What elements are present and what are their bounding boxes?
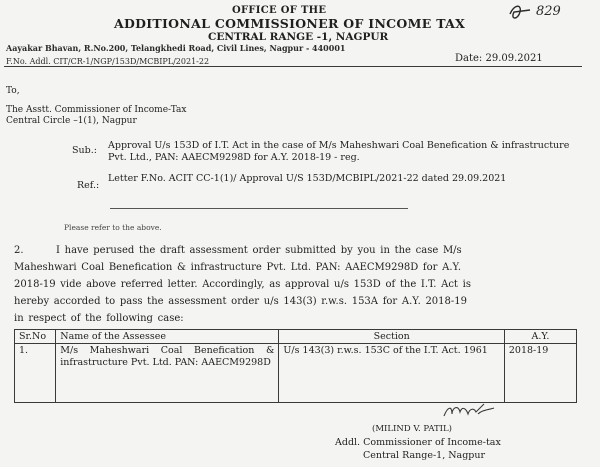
header-divider: [4, 66, 582, 67]
handwritten-signature: [440, 398, 500, 422]
cell-section: U/s 143(3) r.w.s. 153C of the I.T. Act. 1961: [279, 344, 504, 403]
subject-text: Approval U/s 153D of I.T. Act in the case of M/s Maheshwari Coal Benefication & infrastructure Pvt. Ltd., PAN: AAECM9298D for A.Y. 2018-19 - reg.: [108, 140, 570, 163]
header-section: Section: [279, 330, 504, 344]
recipient-line-2: Central Circle –1(1), Nagpur: [6, 116, 137, 126]
cell-assessee-name: M/s Maheshwari Coal Benefication & infrastructure Pvt. Ltd. PAN: AAECM9298D: [56, 344, 279, 403]
handwritten-number: 829: [536, 4, 561, 19]
recipient-line-1: The Asstt. Commissioner of Income-Tax: [6, 105, 187, 115]
header-assessee-name: Name of the Assessee: [56, 330, 279, 344]
office-title: ADDITIONAL COMMISSIONER OF INCOME TAX: [114, 16, 466, 31]
assessee-table: [14, 329, 577, 403]
signatory-name: (MILIND V. PATIL): [372, 424, 452, 434]
letter-date: Date: 29.09.2021: [455, 53, 543, 64]
cell-ay: 2018-19: [504, 344, 576, 403]
header-ay: A.Y.: [504, 330, 576, 344]
please-refer-text: Please refer to the above.: [64, 223, 162, 232]
reference-text: Letter F.No. ACIT CC-1(1)/ Approval U/S 153D/MCBIPL/2021-22 dated 29.09.2021: [108, 173, 507, 184]
office-address: Aayakar Bhavan, R.No.200, Telangkhedi Road, Civil Lines, Nagpur - 440001: [6, 43, 346, 53]
paragraph-line-2: Maheshwari Coal Benefication & infrastructure Pvt. Ltd. PAN: AAECM9298D for A.Y.: [14, 262, 462, 273]
table-row: [15, 344, 577, 403]
header-sr-no: Sr.No: [15, 330, 56, 344]
reference-underline: [110, 208, 408, 209]
paragraph-line-5: in respect of the following case:: [14, 313, 184, 324]
paragraph-line-4: hereby accorded to pass the assessment order u/s 143(3) r.w.s. 153A for A.Y. 2018-19: [14, 296, 467, 307]
paragraph-number: 2.: [14, 245, 24, 256]
table-header-row: [15, 330, 577, 344]
paragraph-line-3: 2018-19 vide above referred letter. Accordingly, as approval u/s 153D of the I.T. Act is: [14, 279, 471, 290]
reference-label: Ref.:: [77, 180, 100, 191]
file-number: F.No. Addl. CIT/CR-1/NGP/153D/MCBIPL/2021-22: [6, 57, 210, 66]
signatory-range: Central Range-1, Nagpur: [363, 450, 486, 461]
subject-label: Sub.:: [72, 145, 97, 156]
to-label: To,: [6, 86, 20, 96]
office-of-heading: OFFICE OF THE: [232, 5, 327, 16]
paragraph-line-1: I have perused the draft assessment order submitted by you in the case M/s: [56, 245, 462, 256]
cell-sr-no: 1.: [15, 344, 56, 403]
signatory-designation: Addl. Commissioner of Income-tax: [335, 437, 501, 448]
range-heading: CENTRAL RANGE -1, NAGPUR: [208, 31, 389, 43]
